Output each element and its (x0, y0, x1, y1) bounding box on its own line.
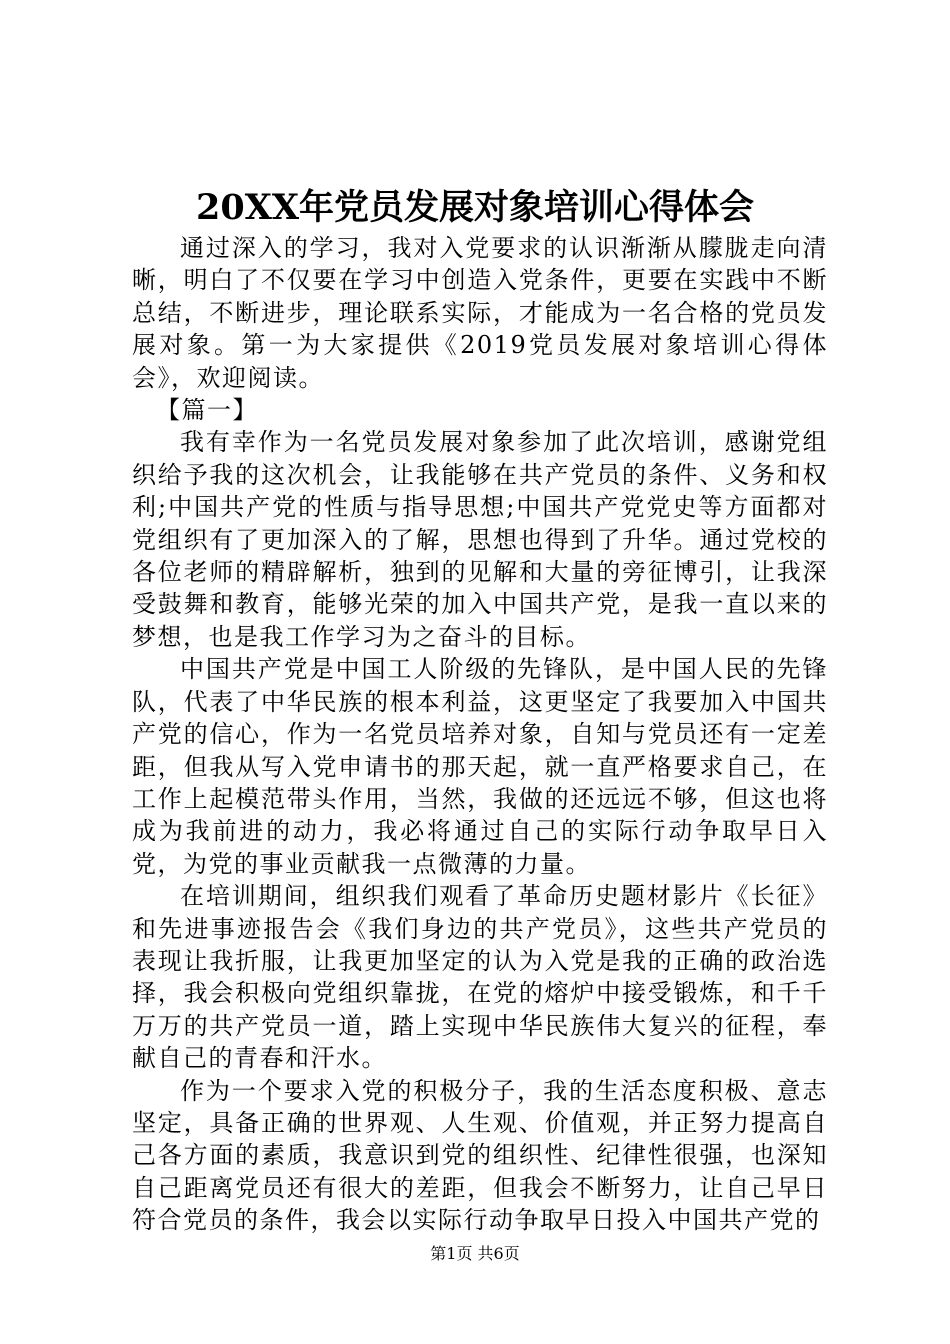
intro-paragraph: 通过深入的学习，我对入党要求的认识渐渐从朦胧走向清晰，明白了不仅要在学习中创造入党条件，更要在实践中不断总结，不断进步，理论联系实际，才能成为一名合格的党员发展对象。第一为大家提供《2019党员发展对象培训心得体会》，欢迎阅读。 (132, 234, 828, 392)
body-paragraph-3: 在培训期间，组织我们观看了革命历史题材影片《长征》和先进事迹报告会《我们身边的共产党员》，这些共产党员的表现让我折服，让我更加坚定的认为入党是我的正确的政治选择，我会积极向党组织靠拢，在党的熔炉中接受锻炼，和千千万万的共产党员一道，踏上实现中华民族伟大复兴的征程，奉献自己的青春和汗水。 (132, 882, 828, 1073)
document-title: 20XX年党员发展对象培训心得体会 (195, 187, 755, 228)
page-footer: 第1页 共6页 (430, 1244, 520, 1263)
body-paragraph-2: 中国共产党是中国工人阶级的先锋队，是中国人民的先锋队，代表了中华民族的根本利益，这更坚定了我要加入中国共产党的信心，作为一名党员培养对象，自知与党员还有一定差距，但我从写入党申请书的那天起，就一直严格要求自己，在工作上起模范带头作用，当然，我做的还远远不够，但这也将成为我前进的动力，我必将通过自己的实际行动争取早日入党，为党的事业贡献我一点微薄的力量。 (132, 655, 828, 878)
document-body (132, 232, 828, 1237)
body-paragraph-1: 我有幸作为一名党员发展对象参加了此次培训，感谢党组织给予我的这次机会，让我能够在共产党员的条件、义务和权利;中国共产党的性质与指导思想;中国共产党党史等方面都对党组织有了更加深入的了解，思想也得到了升华。通过党校的各位老师的精辟解析，独到的见解和大量的旁征博引，让我深受鼓舞和教育，能够光荣的加入中国共产党，是我一直以来的梦想，也是我工作学习为之奋斗的目标。 (132, 428, 828, 651)
section-heading: 【篇一】 (156, 396, 258, 425)
body-paragraph-4: 作为一个要求入党的积极分子，我的生活态度积极、意志坚定，具备正确的世界观、人生观、价值观，并正努力提高自己各方面的素质，我意识到党的组织性、纪律性很强，也深知自己距离党员还有很大的差距，但我会不断努力，让自己早日符合党员的条件，我会以实际行动争取早日投入中国共产党的 (132, 1076, 828, 1235)
